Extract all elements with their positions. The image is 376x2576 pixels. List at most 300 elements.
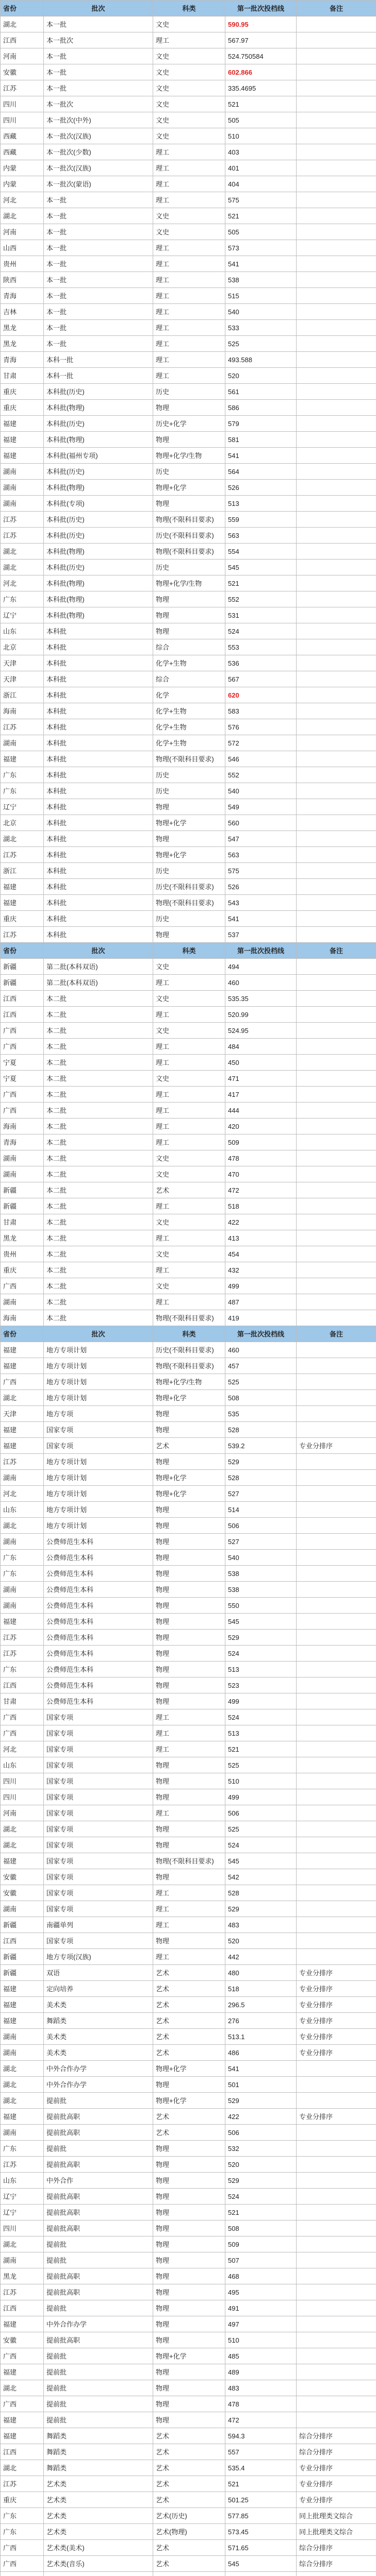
batch-cell: 提前批 — [44, 2300, 153, 2316]
table-row — [1, 1118, 376, 1134]
area-cell: 广西 — [1, 1103, 44, 1118]
subject-cell: 物理 — [153, 1677, 225, 1693]
score-cell: 541 — [225, 256, 297, 272]
note-cell — [297, 560, 376, 575]
note-cell — [297, 783, 376, 799]
batch-cell: 提前批 — [44, 2412, 153, 2428]
subject-cell: 物理 — [153, 1662, 225, 1677]
batch-cell: 国家专项 — [44, 1853, 153, 1869]
score-cell: 550 — [225, 1598, 297, 1614]
area-cell: 湖北 — [1, 16, 44, 32]
note-cell — [297, 2141, 376, 2157]
subject-cell: 历史+化学 — [153, 416, 225, 432]
note-cell — [297, 991, 376, 1007]
header-note: 备注 — [297, 1, 376, 16]
note-cell — [297, 544, 376, 560]
batch-cell: 艺术类(音乐) — [44, 2556, 153, 2572]
area-cell: 江苏 — [1, 2157, 44, 2173]
score-cell: 545 — [225, 560, 297, 575]
note-cell — [297, 799, 376, 815]
score-cell: 577.85 — [225, 2508, 297, 2524]
note-cell: 综合分排序 — [297, 2540, 376, 2556]
note-cell — [297, 112, 376, 128]
table-row — [1, 1039, 376, 1055]
note-cell — [297, 1087, 376, 1103]
batch-cell: 国家专项 — [44, 1901, 153, 1917]
note-cell — [297, 1166, 376, 1182]
area-cell: 天津 — [1, 1406, 44, 1422]
subject-cell: 理工 — [153, 256, 225, 272]
score-cell: 506 — [225, 1518, 297, 1534]
table-row — [1, 2364, 376, 2380]
note-cell — [297, 2077, 376, 2093]
batch-cell: 本科批(物理) — [44, 607, 153, 623]
table-row — [1, 2109, 376, 2125]
score-cell: 450 — [225, 1055, 297, 1071]
score-cell: 541 — [225, 2061, 297, 2077]
batch-cell: 地方专项计划 — [44, 1502, 153, 1518]
table-row — [1, 448, 376, 464]
area-cell: 福建 — [1, 751, 44, 767]
subject-cell: 理工 — [153, 1039, 225, 1055]
score-cell: 506 — [225, 1805, 297, 1821]
subject-cell: 物理 — [153, 1518, 225, 1534]
table-row — [1, 2524, 376, 2540]
score-cell: 508 — [225, 1390, 297, 1406]
area-cell: 新疆 — [1, 1182, 44, 1198]
score-cell: 524 — [225, 1709, 297, 1725]
batch-cell: 本一批 — [44, 64, 153, 80]
area-cell: 江西 — [1, 2300, 44, 2316]
subject-cell: 物理+化学/生物 — [153, 575, 225, 591]
table-row — [1, 1007, 376, 1023]
score-cell: 524 — [225, 2189, 297, 2205]
batch-cell: 本科批(历史) — [44, 512, 153, 528]
note-cell — [297, 2205, 376, 2221]
score-cell: 557 — [225, 2444, 297, 2460]
batch-cell: 公费师范生本科 — [44, 1534, 153, 1550]
batch-cell: 本科批 — [44, 879, 153, 895]
score-cell: 531 — [225, 607, 297, 623]
subject-cell: 物理 — [153, 2189, 225, 2205]
note-cell — [297, 304, 376, 320]
area-cell: 湖北 — [1, 560, 44, 575]
batch-cell: 国家专项 — [44, 1869, 153, 1885]
area-cell: 湖南 — [1, 464, 44, 480]
note-cell — [297, 879, 376, 895]
area-cell: 江西 — [1, 32, 44, 48]
note-cell — [297, 352, 376, 368]
header-batch: 批次 — [44, 1326, 153, 1342]
batch-cell: 本二批 — [44, 1246, 153, 1262]
header-subject: 科类 — [153, 943, 225, 959]
area-cell: 新疆 — [1, 975, 44, 991]
note-cell — [297, 1805, 376, 1821]
note-cell — [297, 2252, 376, 2268]
table-row — [1, 112, 376, 128]
note-cell: 专业分排序 — [297, 2476, 376, 2492]
table-row — [1, 272, 376, 288]
score-cell: 529 — [225, 1454, 297, 1470]
table-row — [1, 687, 376, 703]
header-batch: 批次 — [44, 1, 153, 16]
subject-cell: 艺术 — [153, 2556, 225, 2572]
area-cell: 江苏 — [1, 927, 44, 943]
score-cell: 535.4 — [225, 2460, 297, 2476]
table-row — [1, 1182, 376, 1198]
table-row — [1, 1917, 376, 1933]
score-cell: 547 — [225, 831, 297, 847]
area-cell: 河南 — [1, 224, 44, 240]
batch-cell: 本科批 — [44, 831, 153, 847]
note-cell — [297, 767, 376, 783]
table-row — [1, 224, 376, 240]
table-row — [1, 2476, 376, 2492]
batch-cell: 本二批 — [44, 1166, 153, 1182]
batch-cell: 提前批高职 — [44, 2205, 153, 2221]
area-cell: 湖南 — [1, 735, 44, 751]
note-cell — [297, 703, 376, 719]
note-cell — [297, 1853, 376, 1869]
note-cell — [297, 1039, 376, 1055]
area-cell: 广西 — [1, 1023, 44, 1039]
batch-cell: 本二批 — [44, 1182, 153, 1198]
subject-cell: 物理 — [153, 2205, 225, 2221]
subject-cell: 文史 — [153, 96, 225, 112]
note-cell — [297, 1055, 376, 1071]
subject-cell: 物理+化学 — [153, 2093, 225, 2109]
area-cell: 福建 — [1, 448, 44, 464]
subject-cell: 理工 — [153, 192, 225, 208]
score-cell: 524.750584 — [225, 48, 297, 64]
batch-cell: 艺术类 — [44, 2492, 153, 2508]
batch-cell: 本科批 — [44, 671, 153, 687]
area-cell: 福建 — [1, 432, 44, 448]
subject-cell: 物理 — [153, 1789, 225, 1805]
note-cell — [297, 1933, 376, 1949]
score-cell: 543 — [225, 895, 297, 911]
subject-cell: 物理 — [153, 1566, 225, 1582]
subject-cell: 文史 — [153, 1214, 225, 1230]
batch-cell: 本科批(历史) — [44, 384, 153, 400]
table-row — [1, 991, 376, 1007]
batch-cell: 本科批(物理) — [44, 591, 153, 607]
subject-cell: 化学+生物 — [153, 655, 225, 671]
area-cell: 广西 — [1, 1087, 44, 1103]
subject-cell: 物理(不限科目要求) — [153, 895, 225, 911]
area-cell: 湖南 — [1, 480, 44, 496]
batch-cell: 本科批(专项) — [44, 496, 153, 512]
area-cell: 甘肃 — [1, 1214, 44, 1230]
table-row — [1, 2412, 376, 2428]
score-cell: 533 — [225, 320, 297, 336]
note-cell: 综合分排序 — [297, 2428, 376, 2444]
batch-cell: 本科批(物理) — [44, 432, 153, 448]
note-cell — [297, 144, 376, 160]
score-cell: 564 — [225, 464, 297, 480]
area-cell: 河北 — [1, 192, 44, 208]
area-cell: 山东 — [1, 1502, 44, 1518]
area-cell: 四川 — [1, 1773, 44, 1789]
subject-cell: 理工 — [153, 1917, 225, 1933]
area-cell: 江苏 — [1, 1630, 44, 1646]
batch-cell: 地方专项计划 — [44, 1518, 153, 1534]
score-cell: 514 — [225, 1502, 297, 1518]
batch-cell: 公费师范生本科 — [44, 1550, 153, 1566]
area-cell: 甘肃 — [1, 1693, 44, 1709]
table-row — [1, 2236, 376, 2252]
area-cell: 江西 — [1, 1933, 44, 1949]
note-cell — [297, 2300, 376, 2316]
area-cell: 江西 — [1, 991, 44, 1007]
area-cell: 湖北 — [1, 1837, 44, 1853]
subject-cell: 物理(不限科目要求) — [153, 512, 225, 528]
table-row — [1, 607, 376, 623]
batch-cell: 本一批 — [44, 272, 153, 288]
subject-cell: 物理 — [153, 1869, 225, 1885]
subject-cell: 物理 — [153, 1582, 225, 1598]
note-cell — [297, 863, 376, 879]
header-area: 省份 — [1, 943, 44, 959]
note-cell — [297, 2364, 376, 2380]
subject-cell — [153, 2572, 225, 2576]
area-cell: 湖南 — [1, 2045, 44, 2061]
score-cell: 335.4695 — [225, 80, 297, 96]
subject-cell: 物理 — [153, 400, 225, 416]
note-cell — [297, 1390, 376, 1406]
score-cell: 567 — [225, 671, 297, 687]
batch-cell: 本科批 — [44, 719, 153, 735]
note-cell — [297, 575, 376, 591]
area-cell: 广西 — [1, 1039, 44, 1055]
batch-cell: 地方专项 — [44, 1406, 153, 1422]
batch-cell: 本一批次(汉族) — [44, 128, 153, 144]
subject-cell: 理工 — [153, 1262, 225, 1278]
score-cell: 529 — [225, 2093, 297, 2109]
table-row — [1, 2332, 376, 2348]
area-cell — [1, 2572, 44, 2576]
area-cell: 广西 — [1, 1709, 44, 1725]
table-row — [1, 1166, 376, 1182]
area-cell: 宁夏 — [1, 1071, 44, 1087]
subject-cell: 物理 — [153, 2380, 225, 2396]
batch-cell: 定向培养 — [44, 1981, 153, 1997]
batch-cell: 本科一批 — [44, 352, 153, 368]
table-row — [1, 1757, 376, 1773]
subject-cell: 物理 — [153, 799, 225, 815]
score-cell: 525 — [225, 336, 297, 352]
score-cell: 537 — [225, 927, 297, 943]
area-cell: 湖北 — [1, 544, 44, 560]
area-cell: 青海 — [1, 288, 44, 304]
batch-cell: 舞蹈类 — [44, 2428, 153, 2444]
score-cell: 538 — [225, 1566, 297, 1582]
table-row — [1, 1837, 376, 1853]
subject-cell: 化学+生物 — [153, 703, 225, 719]
subject-cell: 物理 — [153, 1598, 225, 1614]
batch-cell: 本二批 — [44, 1310, 153, 1326]
score-cell: 487 — [225, 1294, 297, 1310]
subject-cell: 物理 — [153, 1534, 225, 1550]
subject-cell: 艺术 — [153, 2029, 225, 2045]
batch-cell: 本科批(历史) — [44, 560, 153, 575]
subject-cell: 理工 — [153, 1134, 225, 1150]
subject-cell: 物理 — [153, 1422, 225, 1438]
subject-cell: 理工 — [153, 1198, 225, 1214]
table-row — [1, 1662, 376, 1677]
subject-cell: 文史 — [153, 16, 225, 32]
subject-cell: 历史 — [153, 767, 225, 783]
batch-cell: 地方专项计划 — [44, 1342, 153, 1358]
table-row — [1, 2093, 376, 2109]
note-cell — [297, 655, 376, 671]
note-cell — [297, 847, 376, 863]
batch-cell: 舞蹈类 — [44, 2013, 153, 2029]
note-cell — [297, 192, 376, 208]
score-cell: 518 — [225, 1981, 297, 1997]
note-cell — [297, 1007, 376, 1023]
score-cell: 444 — [225, 1103, 297, 1118]
subject-cell: 艺术 — [153, 1965, 225, 1981]
batch-cell: 本一批 — [44, 16, 153, 32]
area-cell: 海南 — [1, 1310, 44, 1326]
table-row — [1, 2572, 376, 2576]
subject-cell: 物理 — [153, 1550, 225, 1566]
table-row — [1, 1422, 376, 1438]
subject-cell: 文史 — [153, 128, 225, 144]
table-row — [1, 1358, 376, 1374]
area-cell: 安徽 — [1, 2332, 44, 2348]
note-cell — [297, 2284, 376, 2300]
subject-cell: 文史 — [153, 1150, 225, 1166]
table-row — [1, 2061, 376, 2077]
area-cell: 江苏 — [1, 512, 44, 528]
score-cell: 567.97 — [225, 32, 297, 48]
score-cell: 523 — [225, 1677, 297, 1693]
table-row — [1, 863, 376, 879]
batch-cell: 国家专项 — [44, 1885, 153, 1901]
subject-cell: 物理+化学 — [153, 2061, 225, 2077]
score-cell: 539.2 — [225, 1438, 297, 1454]
note-cell — [297, 2268, 376, 2284]
table-row — [1, 2380, 376, 2396]
subject-cell: 文史 — [153, 1166, 225, 1182]
score-cell: 552 — [225, 767, 297, 783]
area-cell: 山西 — [1, 240, 44, 256]
batch-cell: 公费师范生本科 — [44, 1614, 153, 1630]
area-cell: 湖北 — [1, 1390, 44, 1406]
score-cell: 509 — [225, 2236, 297, 2252]
batch-cell: 本一批次(汉族) — [44, 160, 153, 176]
area-cell: 江苏 — [1, 1646, 44, 1662]
note-cell — [297, 607, 376, 623]
subject-cell: 文史 — [153, 1071, 225, 1087]
subject-cell: 物理+化学 — [153, 1470, 225, 1486]
batch-cell: 提前批 — [44, 2348, 153, 2364]
area-cell: 黑龙 — [1, 2268, 44, 2284]
subject-cell: 理工 — [153, 160, 225, 176]
area-cell: 吉林 — [1, 304, 44, 320]
note-cell — [297, 2236, 376, 2252]
area-cell: 广东 — [1, 2141, 44, 2157]
area-cell: 山东 — [1, 623, 44, 639]
subject-cell: 物理 — [153, 2236, 225, 2252]
score-cell: 575 — [225, 192, 297, 208]
note-cell: 专业分排序 — [297, 2029, 376, 2045]
score-cell: 404 — [225, 176, 297, 192]
table-row — [1, 1023, 376, 1039]
note-cell — [297, 1518, 376, 1534]
subject-cell: 艺术 — [153, 2013, 225, 2029]
subject-cell: 物理 — [153, 2364, 225, 2380]
subject-cell: 理工 — [153, 1901, 225, 1917]
score-cell: 508 — [225, 2221, 297, 2236]
batch-cell: 本科批 — [44, 767, 153, 783]
area-cell: 重庆 — [1, 2492, 44, 2508]
subject-cell: 艺术 — [153, 2125, 225, 2141]
table-row — [1, 1646, 376, 1662]
table-row — [1, 1055, 376, 1071]
note-cell — [297, 687, 376, 703]
subject-cell: 历史 — [153, 911, 225, 927]
area-cell: 河北 — [1, 1486, 44, 1502]
area-cell: 湖南 — [1, 1294, 44, 1310]
subject-cell: 物理 — [153, 2252, 225, 2268]
note-cell — [297, 2157, 376, 2173]
header-score: 第一批次投档线 — [225, 1326, 297, 1342]
note-cell — [297, 1134, 376, 1150]
batch-cell: 本一批 — [44, 304, 153, 320]
score-cell: 524 — [225, 1646, 297, 1662]
area-cell: 贵州 — [1, 1246, 44, 1262]
subject-cell: 理工 — [153, 32, 225, 48]
score-cell: 541 — [225, 448, 297, 464]
table-row — [1, 256, 376, 272]
score-cell: 495 — [225, 2284, 297, 2300]
score-cell: 506 — [225, 2125, 297, 2141]
area-cell: 福建 — [1, 2412, 44, 2428]
note-cell — [297, 1470, 376, 1486]
batch-cell: 国家专项 — [44, 1837, 153, 1853]
note-cell — [297, 623, 376, 639]
table-row — [1, 1598, 376, 1614]
area-cell: 广东 — [1, 1566, 44, 1582]
batch-cell: 提前批高职 — [44, 2189, 153, 2205]
area-cell: 江西 — [1, 1007, 44, 1023]
score-cell: 521 — [225, 208, 297, 224]
batch-cell: 本二批 — [44, 1118, 153, 1134]
score-cell: 540 — [225, 1550, 297, 1566]
table-row — [1, 384, 376, 400]
subject-cell: 物理(不限科目要求) — [153, 751, 225, 767]
batch-cell: 提前批 — [44, 2236, 153, 2252]
table-row — [1, 1390, 376, 1406]
batch-cell: 国家专项 — [44, 1725, 153, 1741]
subject-cell: 物理 — [153, 432, 225, 448]
area-cell: 广东 — [1, 1662, 44, 1677]
score-cell: 529 — [225, 1901, 297, 1917]
score-cell: 528 — [225, 1885, 297, 1901]
area-cell: 河北 — [1, 575, 44, 591]
score-cell: 419 — [225, 1310, 297, 1326]
table-row — [1, 1502, 376, 1518]
score-cell: 485 — [225, 2348, 297, 2364]
table-row — [1, 703, 376, 719]
table-row — [1, 735, 376, 751]
note-cell — [297, 927, 376, 943]
note-cell — [297, 1502, 376, 1518]
score-cell: 460 — [225, 975, 297, 991]
